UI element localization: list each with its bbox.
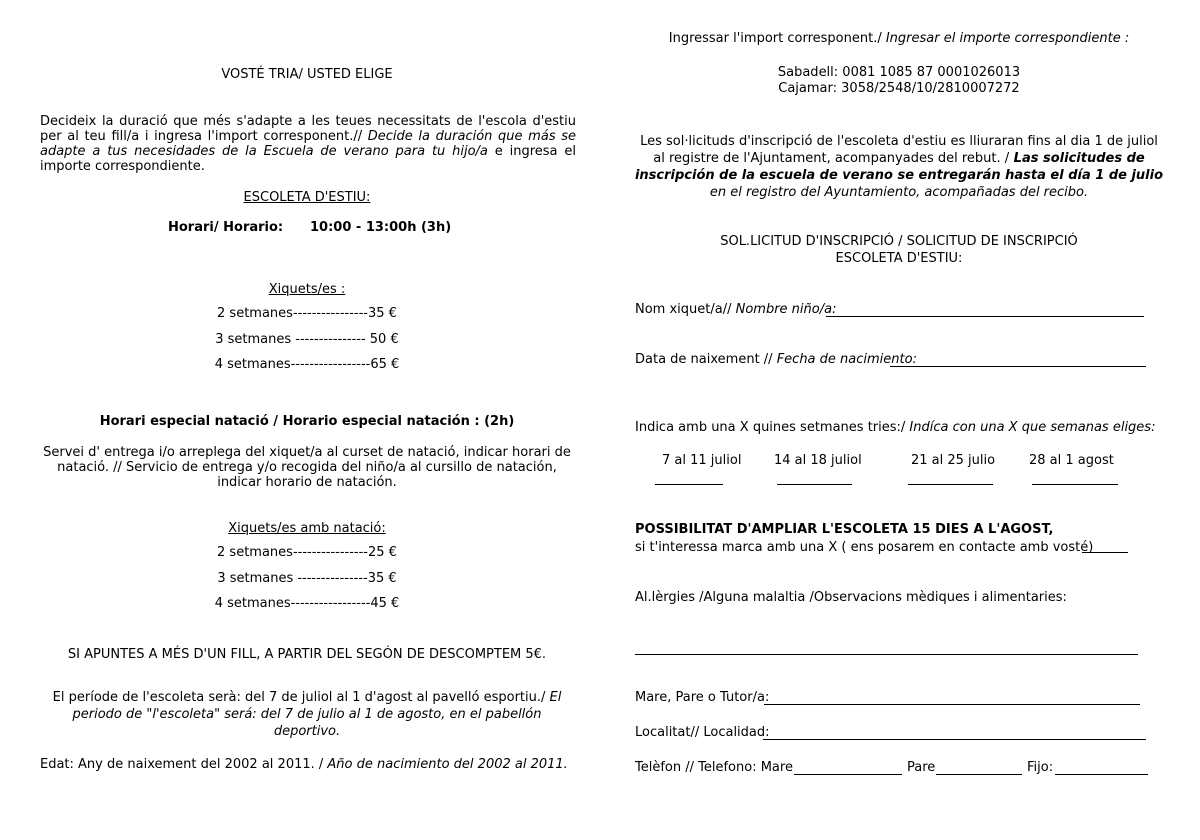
payment-instruction: [634, 31, 1164, 46]
week-option-label: 21 al 25 julio: [911, 453, 996, 468]
week-checkbox-line[interactable]: [655, 484, 723, 485]
birth-date-field[interactable]: [890, 353, 1146, 367]
price-row: 4 setmanes-----------------65 €: [214, 357, 400, 372]
discount-note: SI APUNTES A MÉS D'UN FILL, A PARTIR DEL SEGÓN DE DESCOMPTEM 5€.: [67, 647, 547, 662]
submission-es: en el registro del Ayuntamiento, acompañadas del recibo.: [709, 185, 1089, 200]
price-row: 2 setmanes----------------35 €: [217, 306, 397, 321]
weeks-instruction: [635, 420, 1155, 435]
escoleta-title: ESCOLETA D'ESTIU:: [243, 190, 371, 205]
edat-es: Año de nacimiento del 2002 al 2011.: [323, 757, 568, 772]
phone-father-field[interactable]: [936, 761, 1022, 775]
birth-date-label: [635, 352, 917, 367]
price-row: 3 setmanes ---------------35 €: [217, 571, 397, 586]
bank-account-cajamar: Cajamar: 3058/2548/10/2810007272: [778, 81, 1020, 96]
price-row: 3 setmanes --------------- 50 €: [215, 332, 399, 347]
data-es: Fecha de nacimiento:: [772, 352, 917, 367]
intro-paragraph: [40, 114, 576, 174]
form-subtitle: ESCOLETA D'ESTIU:: [835, 251, 963, 266]
week-checkbox-line[interactable]: [777, 484, 852, 485]
horari-value: 10:00 - 13:00h (3h): [310, 220, 452, 235]
child-name-field[interactable]: [826, 303, 1144, 317]
phone-landline-field[interactable]: [1055, 761, 1148, 775]
ingressar-ca: Ingressar l'import corresponent./: [668, 31, 882, 46]
week-option-label: 7 al 11 juliol: [662, 453, 742, 468]
intro-ca: Decideix la duració que més s'adapte a les teues necessitats de l'escola d'estiu per al teu fill/a i ingresa l'import corresponent.//: [40, 114, 576, 144]
week-option-label: 28 al 1 agost: [1029, 453, 1114, 468]
phone-mother-field[interactable]: [794, 761, 902, 775]
horari-label: Horari/ Horario:: [168, 220, 284, 235]
age-note: [40, 757, 568, 772]
xiquets-title: Xiquets/es :: [268, 282, 346, 297]
price-row: 2 setmanes----------------25 €: [217, 545, 397, 560]
tutor-label: Mare, Pare o Tutor/a:: [635, 690, 770, 705]
indica-ca: Indica amb una X quines setmanes tries:/: [635, 420, 906, 435]
locality-label: Localitat// Localidad:: [635, 725, 770, 740]
phone-mother-label: Telèfon // Telefono: Mare: [635, 760, 793, 775]
nom-ca: Nom xiquet/a//: [635, 302, 732, 317]
allergies-field[interactable]: [635, 642, 1138, 655]
submission-note: [634, 133, 1164, 201]
submission-ca: Les sol·licituds d'inscripció de l'escoleta d'estiu es lliuraran fins al dia 1 de juliol al registre de l'Ajuntament, acompanyades del rebut. /: [640, 134, 1158, 166]
left-page: [38, 0, 576, 840]
intro-es: Decide la duración que más se adapte a tus necesidades de la Escuela de verano para tu hijo/a: [40, 129, 577, 159]
august-extension-field[interactable]: [1082, 540, 1128, 553]
edat-ca: Edat: Any de naixement del 2002 al 2011. /: [40, 757, 324, 772]
tutor-field[interactable]: [764, 691, 1140, 705]
period-ca: El període de l'escoleta serà: del 7 de juliol al 1 d'agost al pavelló esportiu./: [52, 690, 546, 705]
submission-es-bold: Las solicitudes de inscripción de la escuela de verano se entregarán hasta el día 1 de julio: [634, 151, 1164, 183]
data-ca: Data de naixement //: [635, 352, 773, 367]
august-extension-title: POSSIBILITAT D'AMPLIAR L'ESCOLETA 15 DIES A L'AGOST,: [635, 522, 1054, 537]
nom-es: Nombre niño/a:: [731, 302, 837, 317]
natacio-title: Horari especial natació / Horario especial natación : (2h): [99, 414, 515, 429]
bank-account-sabadell: Sabadell: 0081 1085 87 0001026013: [777, 65, 1021, 80]
august-extension-note: si t'interessa marca amb una X ( ens posarem en contacte amb vosté): [635, 540, 1094, 555]
ingressar-es: Ingresar el importe correspondiente :: [881, 31, 1130, 46]
price-row: 4 setmanes-----------------45 €: [214, 596, 400, 611]
natacio-description: Servei d' entrega i/o arreplega del xiquet/a al curset de natació, indicar horari de natació. // Servicio de entrega y/o recogida del niño/a al cursillo de natación, indicar horario de natación.: [43, 445, 571, 490]
week-option-label: 14 al 18 juliol: [774, 453, 862, 468]
right-page: [634, 0, 1164, 840]
locality-field[interactable]: [763, 726, 1146, 740]
period-note: [38, 689, 576, 740]
period-es: El periodo de "l'escoleta" será: del 7 de julio al 1 de agosto, en el pabellón deportivo.: [72, 690, 562, 739]
indica-es: Indíca con una X que semanas eliges:: [905, 420, 1156, 435]
xiquets-natacio-title: Xiquets/es amb natació:: [228, 521, 386, 536]
choose-heading: VOSTÉ TRIA/ USTED ELIGE: [221, 67, 393, 82]
intro-tail: e ingresa el importe correspondiente.: [40, 144, 576, 174]
phone-landline-label: Fijo:: [1027, 760, 1054, 775]
form-title: SOL.LICITUD D'INSCRIPCIÓ / SOLICITUD DE INSCRIPCIÓ: [720, 234, 1078, 249]
phone-father-label: Pare: [907, 760, 936, 775]
allergies-label: Al.lèrgies /Alguna malaltia /Observacions mèdiques i alimentaries:: [635, 590, 1067, 605]
week-checkbox-line[interactable]: [1032, 484, 1118, 485]
child-name-label: [635, 302, 836, 317]
week-checkbox-line[interactable]: [908, 484, 993, 485]
